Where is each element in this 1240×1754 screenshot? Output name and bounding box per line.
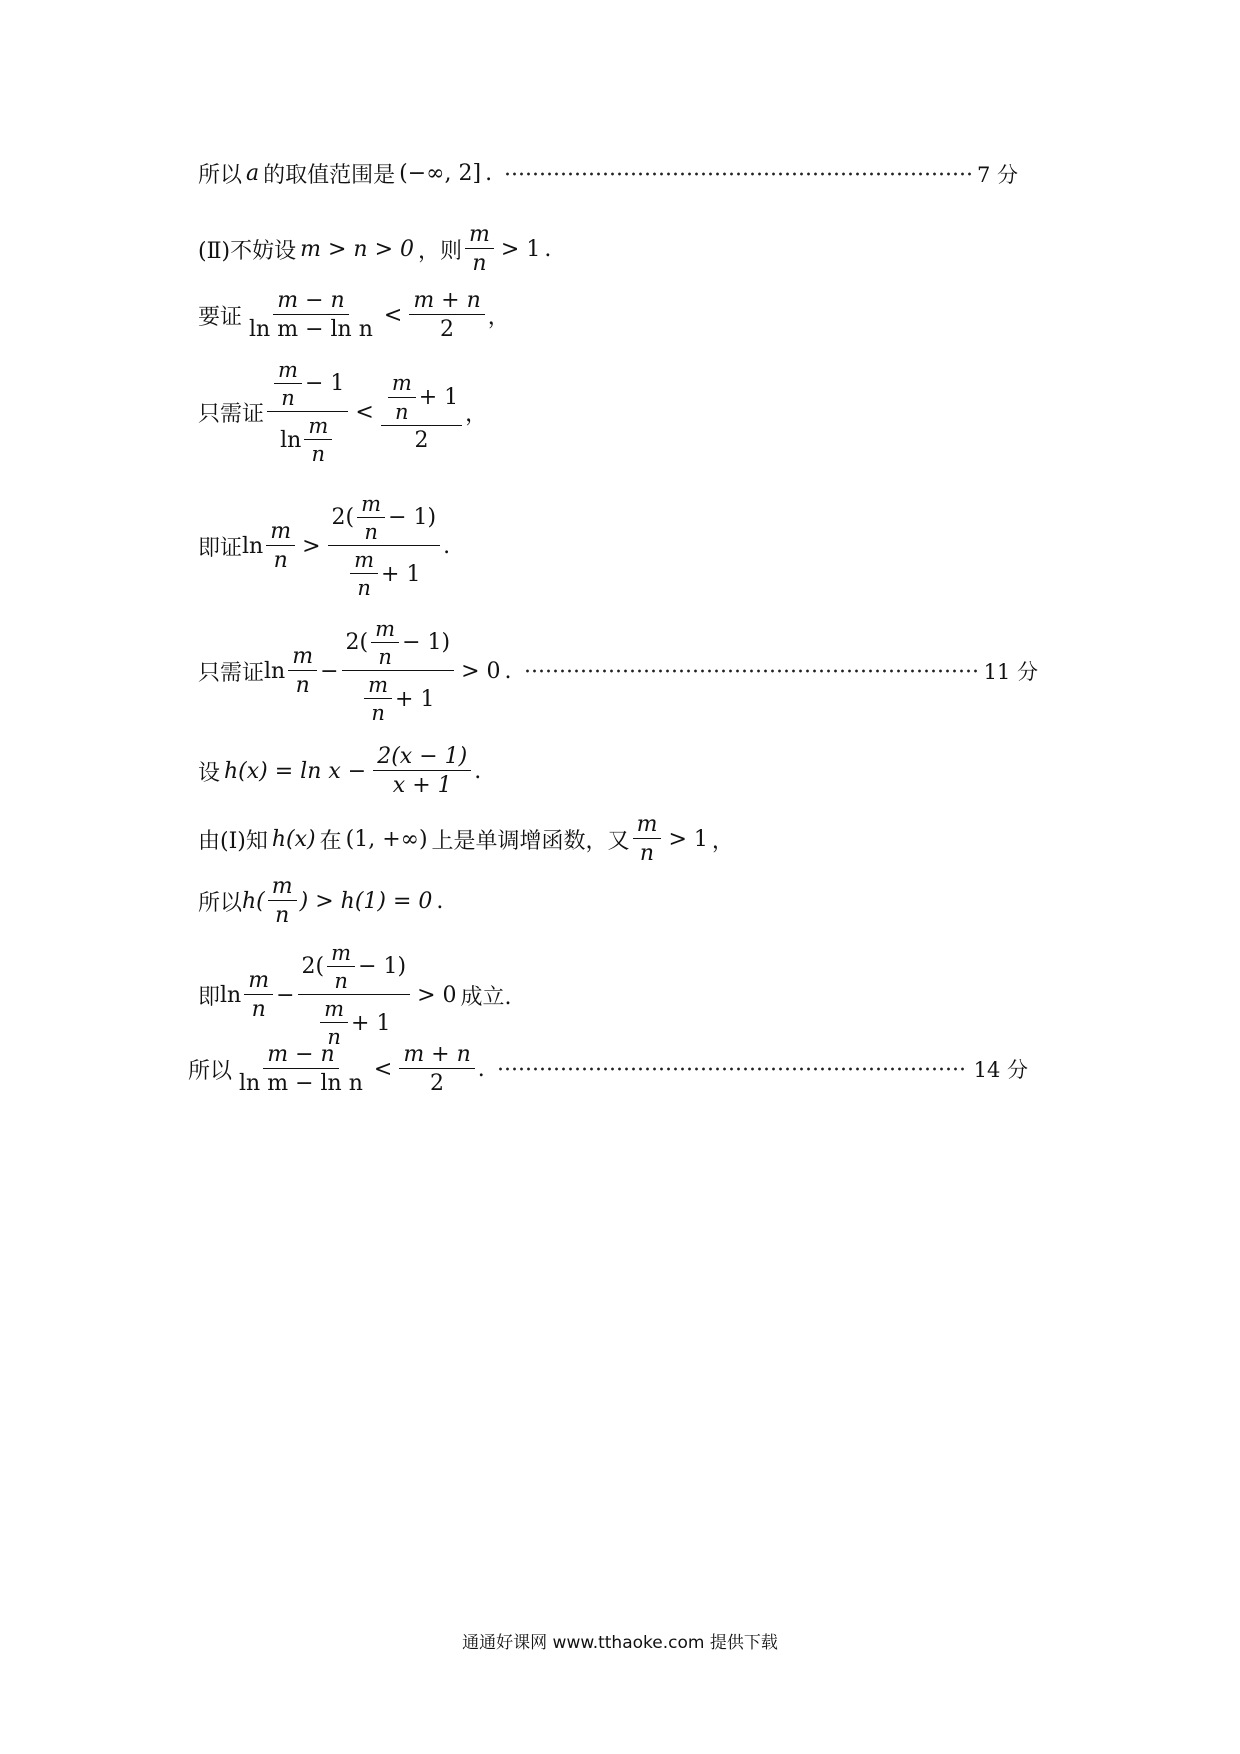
numerator: m [274,358,302,384]
fraction-big [328,492,441,601]
fraction-m-over-n [304,414,332,466]
denominator: n [327,1025,341,1050]
two-paren: 2( [301,954,325,980]
numerator: m [320,997,348,1023]
fraction-m-over-n [371,617,399,669]
denominator: n [273,548,288,574]
dot-leader [504,171,971,177]
fraction-big [342,617,455,726]
denominator: n [357,576,371,601]
numerator: m [266,519,295,546]
fraction-m-over-n [268,874,297,929]
minus-one: − 1) [388,505,437,531]
numerator: m [350,548,378,574]
denominator: 2 [430,1071,445,1097]
minus: − [276,982,295,1008]
numerator: m [268,874,297,901]
relation: > 0 [461,658,501,684]
fraction-big [298,941,411,1050]
fraction [373,744,471,799]
line-need-prove [198,358,487,467]
text: 的取值范围是 [263,163,396,188]
lhs: h(x) = ln x − [224,758,367,784]
denominator: ln m − ln n [239,1071,363,1097]
line-holds [198,941,512,1050]
period: . [544,236,552,262]
period: . [504,658,512,684]
fraction-m-over-n [244,968,273,1023]
ln: ln [264,658,286,684]
comma: ， [487,304,510,330]
fraction-m-over-n [357,492,385,544]
score: 14 分 [973,1058,1028,1083]
footer-source: 通通好课网 www.tthaoke.com 提供下载 [462,1633,778,1653]
relation: > 1 [500,236,541,262]
minus-one: − 1) [358,954,407,980]
denominator: 2 [414,427,429,453]
line-need-prove-2 [198,617,1038,726]
text: 在 [319,828,342,854]
relation: > 0 [417,982,457,1008]
comma: ， [465,401,488,427]
numerator [328,492,441,546]
lead: 要证 [198,304,243,330]
fraction-right [399,1042,474,1097]
fraction-m-over-n [633,812,662,867]
operator: < [373,1056,393,1082]
numerator: m [633,812,662,839]
plus-one: + 1 [351,1010,391,1036]
denominator: ln m − ln n [249,317,373,343]
denominator: n [364,520,378,545]
numerator: m − n [273,288,348,315]
numerator [267,358,348,412]
lead: 所以 [188,1058,233,1084]
fraction-m-over-n [364,673,392,725]
fraction-m-over-n [288,644,317,699]
numerator [342,617,455,671]
fraction-right [381,371,462,453]
numerator: m [304,414,332,440]
numerator: 2(x − 1) [373,744,471,771]
plus-one: + 1 [418,384,459,410]
minus-one: − 1) [402,630,451,656]
interval: (1, +∞) [345,826,428,852]
ln: ln [220,982,242,1008]
fraction-m-over-n [327,941,355,993]
score: 11 分 [983,660,1038,685]
dot-leader [497,1066,968,1072]
operator: < [383,302,403,328]
lead: 即 [198,984,221,1010]
minus: − [320,658,339,684]
line-monotonic [198,812,734,867]
text: 所以 [198,163,243,188]
period: . [436,888,444,914]
score: 7 分 [976,162,1018,187]
denominator: x + 1 [392,773,452,799]
period: . [443,533,451,559]
two-paren: 2( [345,630,369,656]
lead: 即证 [198,535,243,561]
denominator [343,546,424,600]
denominator: n [371,701,385,726]
comma: ， [711,828,734,854]
fraction-left [245,288,377,343]
denominator: n [251,997,266,1023]
denominator [276,412,339,466]
fraction-left [235,1042,367,1097]
numerator: m [288,644,317,671]
denominator: n [378,645,392,670]
denominator: n [472,251,487,277]
denominator: n [275,903,290,929]
fraction-m-over-n [274,358,302,410]
fraction-m-over-n [388,371,416,423]
numerator: m + n [409,288,484,315]
numerator: m − n [263,1042,338,1069]
numerator: m [465,222,494,249]
lead: 只需证 [198,660,265,686]
numerator: m [244,968,273,995]
dot-leader [524,668,978,674]
denominator: n [311,442,326,467]
variable: a [246,161,260,186]
fraction-m-over-n [465,222,494,277]
text: ，则 [418,238,463,264]
denominator: n [639,841,655,867]
fraction-left [267,358,348,467]
numerator [298,941,411,995]
line-assume [198,222,551,277]
denominator: n [281,386,295,411]
line-equivalent [198,492,450,601]
label: (Ⅱ)不妨设 [198,238,297,264]
operator: > [302,533,321,559]
period: . [477,1056,485,1082]
numerator: m + n [399,1042,474,1069]
numerator: m [364,673,392,699]
fraction-m-over-n [266,519,295,574]
denominator: n [395,399,409,424]
numerator: m [371,617,399,643]
two-paren: 2( [331,505,355,531]
lead: 由(Ⅰ)知 [198,828,268,854]
period: . [485,161,493,186]
numerator [381,371,462,425]
fraction-right [409,288,484,343]
line-to-prove [198,288,510,343]
lead: 所以 [198,890,243,916]
function: h(x) [271,826,316,852]
fraction-m-over-n [350,548,378,600]
range: (−∞, 2] [399,161,482,186]
rest: ) > h(1) = 0 [299,888,433,914]
ln: ln [242,533,264,559]
relation: > 1 [668,826,708,852]
tail: 成立. [460,984,512,1010]
line-conclusion [188,1042,1028,1097]
period: . [474,758,482,784]
numerator: m [357,492,385,518]
minus-one: − 1 [304,371,345,397]
line-define-h [198,744,481,799]
condition: m > n > 0 [300,236,414,262]
numerator: m [327,941,355,967]
text: 上是单调增函数，又 [431,828,630,854]
denominator: n [295,673,310,699]
plus-one: + 1 [395,686,435,712]
plus-one: + 1 [381,561,421,587]
line-h-value [198,874,447,929]
lead: 设 [198,760,221,786]
denominator: 2 [440,317,455,343]
operator: < [355,399,374,425]
ln: ln [280,427,302,453]
lead: 只需证 [198,401,265,427]
denominator [357,671,438,725]
h-open: h( [242,888,265,914]
line-range-a [198,158,1018,189]
denominator: n [334,969,348,994]
numerator: m [388,371,416,397]
